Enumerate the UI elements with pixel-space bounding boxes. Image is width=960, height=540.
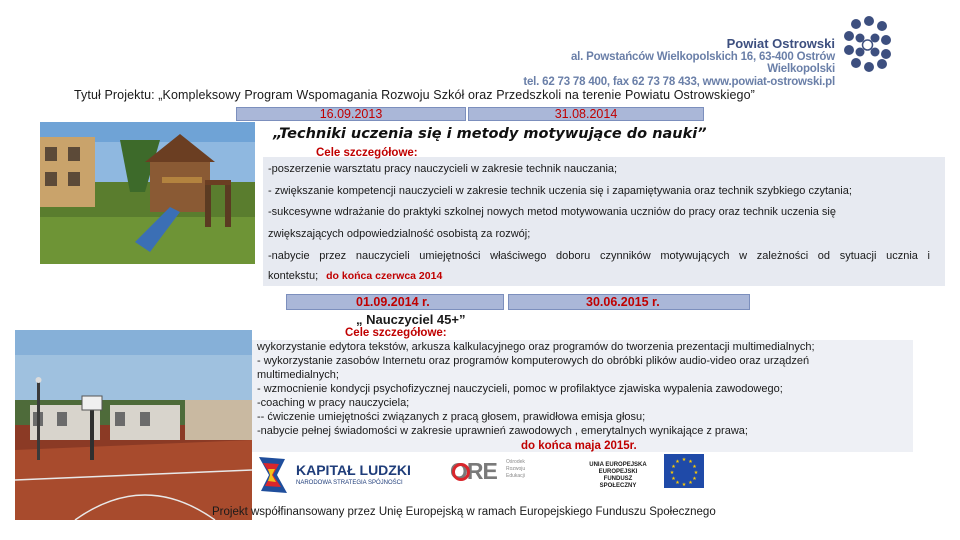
block1-deadline: do końca czerwca 2014 xyxy=(326,270,443,282)
footer-note: Projekt współfinansowany przez Unię Europejską w ramach Europejskiego Funduszu Społecznego xyxy=(212,506,716,518)
ore-small-line: Rozwoju xyxy=(506,466,526,472)
svg-text:★: ★ xyxy=(681,482,687,488)
block2-goals-panel xyxy=(252,340,913,452)
ue-line: UNIA EUROPEJSKA xyxy=(589,462,647,468)
goal-line-last xyxy=(268,270,442,282)
playground-photo xyxy=(40,122,255,264)
goal-line: zwiększających odpowiedzialność osobistą za rozwój; xyxy=(268,228,531,240)
ore-ring-icon xyxy=(452,463,470,481)
svg-text:★: ★ xyxy=(692,476,697,482)
contact-line: tel. 62 73 78 400, fax 62 73 78 433, www.powiat-ostrowski.pl xyxy=(523,75,835,88)
sports-court-photo xyxy=(15,330,252,520)
goal-line: -nabycie przez nauczycieli umiejętności właściwego doboru czynników motywujących w zależności od sytuacji ucznia i xyxy=(268,250,930,262)
svg-text:★: ★ xyxy=(688,480,693,486)
ue-text xyxy=(586,462,650,490)
project-title: Tytuł Projektu: „Kompleksowy Program Wspomagania Rozwoju Szkół oraz Przedszkoli na terenie Powiatu Ostrowskiego” xyxy=(74,88,755,102)
goal-line: -coaching w pracy nauczyciela; xyxy=(257,397,410,409)
goal-line: - zwiększanie kompetencji nauczycieli w zakresie technik uczenia się i zapamiętywania oraz technik szybkiego czytania; xyxy=(268,185,852,197)
goal-line: wykorzystanie edytora tekstów, arkusza kalkulacyjnego oraz programów do tworzenia prezentacji multimedialnych; xyxy=(257,341,815,353)
svg-text:★: ★ xyxy=(688,459,693,465)
block2-deadline: do końca maja 2015r. xyxy=(521,440,637,452)
ue-logo xyxy=(576,454,704,490)
goal-line: - wykorzystanie zasobów Internetu oraz programów komputerowych do obróbki plików audio-video oraz urządzeń xyxy=(257,355,810,367)
kapital-ludzki-emblem-icon xyxy=(255,455,291,495)
project-start-date: 16.09.2013 xyxy=(236,107,466,121)
kapital-ludzki-logo xyxy=(255,455,411,495)
svg-text:★: ★ xyxy=(693,470,699,476)
eu-flag-icon xyxy=(664,454,704,488)
svg-text:★: ★ xyxy=(681,457,687,463)
ore-subtitle xyxy=(506,459,525,480)
project-dates-bar xyxy=(236,107,704,121)
ore-name: ORE xyxy=(450,458,497,484)
block1-goals-panel xyxy=(263,157,945,286)
block1-goals-label: Cele szczegółowe: xyxy=(316,147,418,159)
block2-start-date: 01.09.2014 r. xyxy=(286,294,504,310)
goal-line: -nabycie pełnej świadomości w zakresie uprawnień zawodowych , emerytalnych wynikające z prawa; xyxy=(257,425,748,437)
kl-title: KAPITAŁ LUDZKI xyxy=(296,462,411,478)
goal-text: kontekstu; xyxy=(268,270,319,282)
goal-line: - wzmocnienie kondycji psychofizycznej nauczycieli, pomoc w profilaktyce zjawiska wypalenia zawodowego; xyxy=(257,383,783,395)
svg-text:★: ★ xyxy=(671,476,676,482)
goal-line: -- ćwiczenie umiejętności związanych z pracą głosem, prawidłowa emisja głosu; xyxy=(257,411,646,423)
ore-logo xyxy=(450,458,540,488)
ore-small-line: Ośrodek xyxy=(506,459,525,465)
goal-line: multimedialnych; xyxy=(257,369,339,381)
kl-subtitle: NARODOWA STRATEGIA SPÓJNOŚCI xyxy=(296,480,403,486)
svg-text:★: ★ xyxy=(675,480,680,486)
powiat-logo-icon xyxy=(842,16,892,72)
ue-line: EUROPEJSKI xyxy=(598,469,638,475)
block1-title: „Techniki uczenia się i metody motywujące do nauki” xyxy=(273,126,707,142)
block2-goals-label: Cele szczegółowe: xyxy=(345,327,447,339)
svg-text:★: ★ xyxy=(692,464,697,470)
block2-dates-bar xyxy=(286,294,750,310)
goal-line: -poszerzenie warsztatu pracy nauczycieli w zakresie technik nauczania; xyxy=(268,163,618,175)
address-line: al. Powstańców Wielkopolskich 16, 63-400 Ostrów Wielkopolski xyxy=(570,50,835,75)
project-end-date: 31.08.2014 xyxy=(468,107,704,121)
block2-end-date: 30.06.2015 r. xyxy=(508,294,750,310)
block2-title: „ Nauczyciel 45+” xyxy=(356,312,466,327)
ore-small-line: Edukacji xyxy=(506,473,525,479)
svg-text:★: ★ xyxy=(675,459,680,465)
svg-text:★: ★ xyxy=(671,464,676,470)
goal-line: -sukcesywne wdrażanie do praktyki szkolnej nowych metod motywowania uczniów do pracy oraz technik uczenia się xyxy=(268,206,836,218)
ue-line: FUNDUSZ SPOŁECZNY xyxy=(599,476,637,489)
svg-text:★: ★ xyxy=(669,470,675,476)
header-address-block xyxy=(508,38,835,88)
org-name: Powiat Ostrowski xyxy=(726,36,835,51)
